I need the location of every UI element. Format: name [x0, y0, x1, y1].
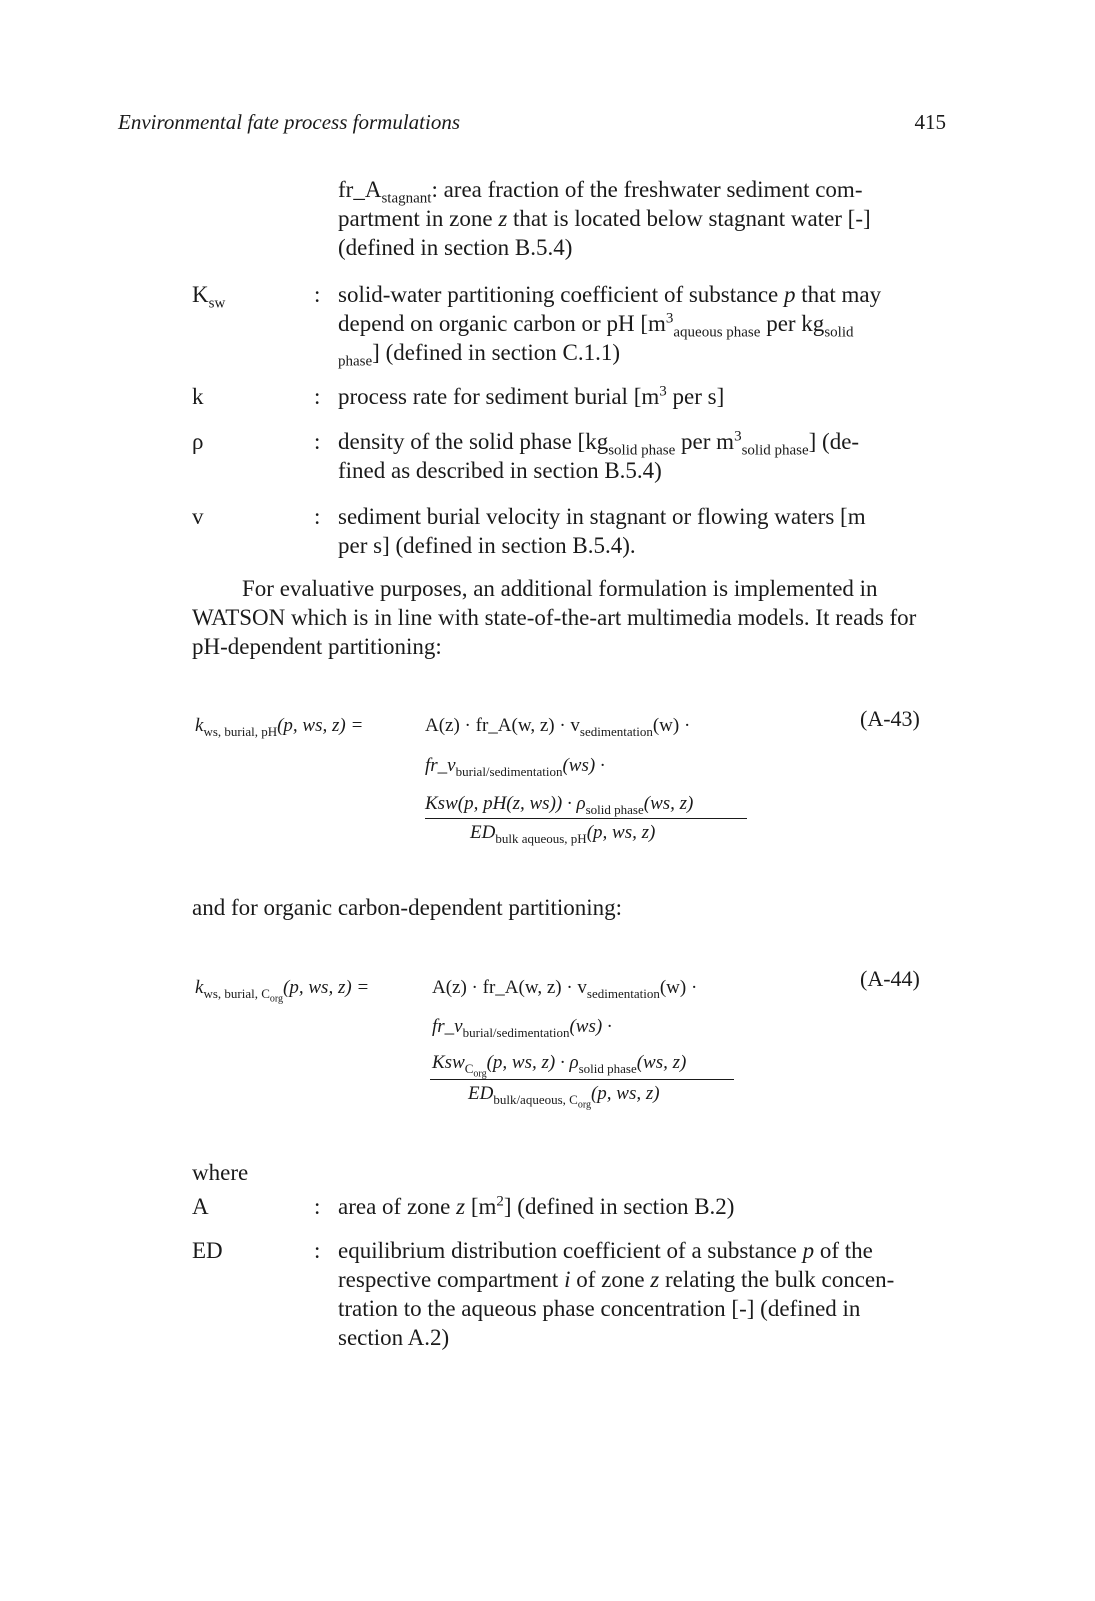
eq43-rhs-1-end: (w) · [652, 715, 691, 736]
ed-symbol: ED [192, 1238, 223, 1263]
rho-desc-1: density of the solid phase [kg [338, 429, 609, 454]
p-variable: p [802, 1238, 815, 1263]
eq44-num-sub2: org [473, 1068, 487, 1080]
ed-desc-2: respective compartment [338, 1267, 559, 1292]
eq44-lhs-sub [203, 985, 284, 1005]
eq43-den-end: (p, ws, z) [586, 822, 656, 843]
ksw-sub-phase: phase [338, 353, 373, 370]
a-desc-2: [m [470, 1194, 497, 1219]
eq44-den: ED [468, 1083, 494, 1104]
rho-sup: 3 [734, 428, 742, 445]
ksw-sub: sw [208, 295, 226, 312]
eq43-num-sub: solid phase [585, 801, 644, 817]
ed-line-1 [338, 1236, 942, 1265]
eq44-denominator [468, 1083, 660, 1111]
ksw-sub-aqueous: aqueous phase [673, 324, 761, 341]
rho-line-2: fined as described in section B.5.4) [338, 458, 662, 483]
eq43-k: k [195, 715, 204, 736]
ksw-desc-2b: per kg [766, 311, 825, 336]
fr-a-desc-1: : area fraction of the freshwater sediment com- [431, 177, 863, 202]
ksw-line-3 [338, 338, 942, 370]
eq44-number: (A-44) [860, 966, 920, 991]
rho-sub-2: solid phase [741, 442, 809, 459]
eq43-rhs-line-2 [425, 755, 605, 777]
z-variable: z [456, 1194, 466, 1219]
rho-desc-1b: per m [681, 429, 735, 454]
ed-desc-1b: of the [819, 1238, 873, 1263]
eq44-den-sub-text: bulk/aqueous, C [493, 1091, 578, 1107]
eq43-lhs-sub: ws, burial, pH [203, 723, 278, 739]
i-variable: i [564, 1267, 571, 1292]
v-line-1: sediment burial velocity in stagnant or flowing waters [m [338, 504, 866, 529]
fr-a-line-1 [338, 175, 942, 207]
eq43-rhs-1: A(z) · fr_A(w, z) · v [425, 715, 580, 736]
eq43-lhs [195, 715, 363, 737]
ksw-sup: 3 [665, 310, 674, 327]
eq44-rhs-2-sub: burial/sedimentation [462, 1024, 570, 1040]
eq44-lhs-args: (p, ws, z) = [283, 977, 370, 998]
eq43-number: (A-43) [860, 706, 920, 731]
k-desc-end: per s] [672, 384, 725, 409]
eq44-den-sub2: org [577, 1099, 591, 1111]
eq44-lhs [195, 977, 370, 1005]
eq43-num: Ksw(p, pH(z, ws)) · ρ [425, 793, 586, 814]
ksw-line-2 [338, 309, 942, 341]
eq44-rhs-1-sub: sedimentation [586, 985, 660, 1001]
ksw-line-1 [338, 280, 942, 309]
eq43-lhs-args: (p, ws, z) = [277, 715, 364, 736]
ed-line-3: tration to the aqueous phase concentration [-] (defined in [338, 1296, 861, 1321]
eq44-den-end: (p, ws, z) [590, 1083, 660, 1104]
p-variable: p [784, 282, 796, 307]
eq43-rhs-2-end: (ws) · [562, 755, 605, 776]
eq44-rhs-1: A(z) · fr_A(w, z) · v [432, 977, 587, 998]
eq44-rhs-1-end: (w) · [659, 977, 698, 998]
paragraph-organic: and for organic carbon-dependent partitioning: [192, 895, 623, 920]
a-desc: area of zone [338, 1194, 451, 1219]
ed-desc-2b: of zone [576, 1267, 645, 1292]
eq44-rhs-line-2 [432, 1016, 612, 1038]
fr-a-line-3: (defined in section B.5.4) [338, 235, 573, 260]
colon: : [314, 1238, 321, 1263]
eq44-num-mid: (p, ws, z) · ρ [486, 1052, 579, 1073]
ed-desc-2c: relating the bulk concen- [665, 1267, 895, 1292]
a-sup: 2 [496, 1193, 504, 1210]
rho-symbol: ρ [192, 429, 204, 454]
fr-a-line-2 [338, 204, 942, 233]
eq44-k: k [195, 977, 204, 998]
colon: : [314, 429, 321, 454]
colon: : [314, 1194, 321, 1219]
colon: : [314, 282, 321, 307]
eq44-num: Ksw [432, 1052, 465, 1073]
a-symbol: A [192, 1194, 209, 1219]
a-line-1 [338, 1192, 942, 1221]
eq44-num-sub3: solid phase [578, 1060, 637, 1076]
paragraph-line-3: pH-dependent partitioning: [192, 634, 442, 659]
v-symbol: v [192, 504, 204, 529]
v-line-2: per s] (defined in section B.5.4). [338, 533, 636, 558]
eq43-num-end: (ws, z) [643, 793, 694, 814]
eq44-den-sub [493, 1091, 591, 1111]
ksw-k: K [192, 282, 209, 307]
ksw-desc-3: ] (defined in section C.1.1) [372, 340, 620, 365]
fr-a-subscript: stagnant [381, 190, 432, 207]
eq44-rhs-2-end: (ws) · [569, 1016, 612, 1037]
eq44-rhs-2: fr_v [432, 1016, 463, 1037]
running-title: Environmental fate process formulations [118, 110, 460, 134]
eq44-num-end: (ws, z) [636, 1052, 687, 1073]
colon: : [314, 384, 321, 409]
eq43-numerator [425, 793, 693, 815]
paragraph-line-2: WATSON which is in line with state-of-the-art multimedia models. It reads for [192, 605, 917, 630]
eq43-den-sub: bulk aqueous, pH [495, 830, 587, 846]
eq44-lhs-sub-text: ws, burial, C [203, 985, 270, 1001]
eq43-den: ED [470, 822, 496, 843]
fr-a-symbol: fr_A [338, 177, 382, 202]
eq44-numerator [432, 1052, 687, 1080]
eq43-rhs-line-1 [425, 715, 690, 737]
eq44-num-sub-text: C [464, 1060, 474, 1076]
where-label: where [192, 1160, 249, 1185]
fr-a-desc-2: partment in zone [338, 206, 493, 231]
a-desc-3: ] (defined in section B.2) [503, 1194, 735, 1219]
ksw-sub-solid: solid [824, 324, 854, 341]
paragraph-evaluative [192, 574, 942, 661]
eq43-rhs-2-sub: burial/sedimentation [455, 763, 563, 779]
ksw-desc-2: depend on organic carbon or pH [m [338, 311, 666, 336]
ksw-desc-1b: that may [801, 282, 882, 307]
ksw-desc-1: solid-water partitioning coefficient of substance [338, 282, 779, 307]
eq43-denominator [470, 822, 655, 844]
eq43-rhs-1-sub: sedimentation [579, 723, 653, 739]
eq44-lhs-sub2: org [269, 993, 284, 1005]
rho-sub-1: solid phase [608, 442, 676, 459]
z-variable: z [498, 206, 508, 231]
ed-desc-1: equilibrium distribution coefficient of a substance [338, 1238, 797, 1263]
eq43-fraction-bar [425, 818, 747, 819]
rho-line-1 [338, 427, 942, 459]
eq44-fraction-bar [430, 1079, 734, 1080]
k-symbol: k [192, 384, 204, 409]
page-number: 415 [914, 110, 946, 134]
colon: : [314, 504, 321, 529]
k-desc: process rate for sediment burial [m [338, 384, 660, 409]
paragraph-line-1: For evaluative purposes, an additional formulation is implemented in [242, 576, 878, 601]
eq44-num-sub [464, 1060, 487, 1080]
eq44-rhs-line-1 [432, 977, 697, 999]
rho-desc-1c: ] (de- [808, 429, 860, 454]
ed-line-2 [338, 1265, 942, 1294]
ksw-symbol [192, 280, 226, 312]
fr-a-desc-2b: that is located below stagnant water [-] [513, 206, 871, 231]
eq43-rhs-2: fr_v [425, 755, 456, 776]
k-sup: 3 [659, 383, 667, 400]
k-line-1 [338, 382, 942, 411]
ed-line-4: section A.2) [338, 1325, 450, 1350]
z-variable: z [650, 1267, 660, 1292]
